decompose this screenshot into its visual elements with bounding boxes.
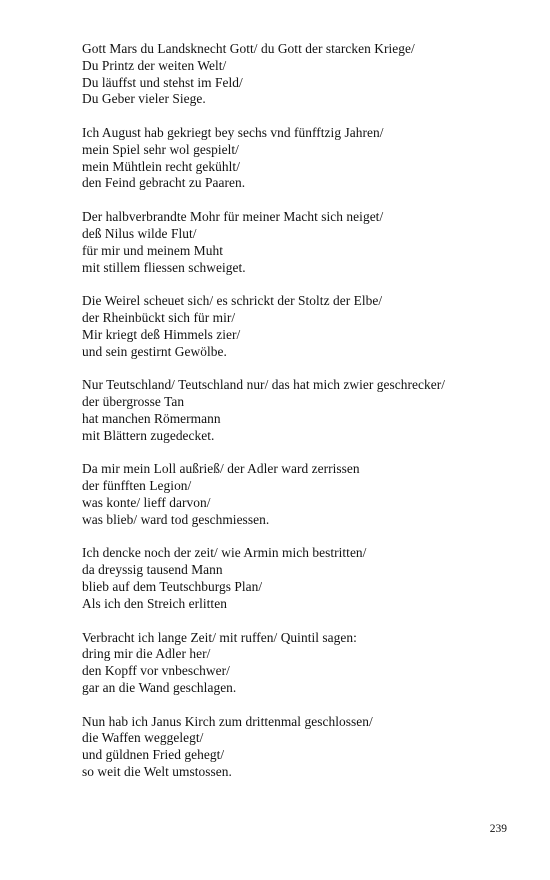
- poem-line: Gott Mars du Landsknecht Gott/ du Gott der starcken Kriege/: [82, 41, 415, 56]
- poem-line: die Waffen weggelegt/: [82, 730, 204, 746]
- poem-line: Der halbverbrandte Mohr für meiner Macht sich neiget/: [82, 209, 384, 225]
- poem-line: Nur Teutschland/ Teutschland nur/ das hat mich zwier geschrecker/: [82, 377, 446, 393]
- poem-line: mein Spiel sehr wol gespielt/: [82, 141, 239, 157]
- poem-line: mit Blättern zugedecket.: [82, 427, 215, 443]
- poem-line: der Rheinbückt sich für mir/: [82, 310, 236, 326]
- poem-line: Du Printz der weiten Welt/: [82, 57, 227, 73]
- poem-line: und sein gestirnt Gewölbe.: [82, 343, 227, 359]
- poem-line: den Kopff vor vnbeschwer/: [82, 663, 230, 679]
- poem-line: mit stillem fliessen schweiget.: [82, 259, 246, 275]
- poem-body: [82, 41, 522, 798]
- page-number: 239: [489, 823, 507, 835]
- stanza-2: [82, 125, 522, 192]
- poem-line: Verbracht ich lange Zeit/ mit ruffen/ Quintil sagen:: [82, 629, 357, 645]
- poem-line: deß Nilus wilde Flut/: [82, 225, 197, 241]
- poem-line: Nun hab ich Janus Kirch zum drittenmal geschlossen/: [82, 713, 373, 729]
- stanza-4: [82, 293, 522, 360]
- poem-line: der übergrosse Tan: [82, 394, 185, 410]
- stanza-9: [82, 714, 522, 781]
- poem-line: Du Geber vieler Siege.: [82, 91, 206, 107]
- poem-line: Du läuffst und stehst im Feld/: [82, 74, 243, 90]
- poem-line: und güldnen Fried gehegt/: [82, 747, 225, 763]
- poem-line: was blieb/ ward tod geschmiessen.: [82, 511, 270, 527]
- poem-line: blieb auf dem Teutschburgs Plan/: [82, 579, 263, 595]
- stanza-8: [82, 630, 522, 697]
- poem-line: für mir und meinem Muht: [82, 242, 223, 258]
- poem-line: was konte/ lieff darvon/: [82, 494, 211, 510]
- poem-line: so weit die Welt umstossen.: [82, 764, 232, 780]
- poem-line: Als ich den Streich erlitten: [82, 595, 227, 611]
- poem-line: gar an die Wand geschlagen.: [82, 679, 237, 695]
- poem-line: da dreyssig tausend Mann: [82, 562, 223, 578]
- stanza-7: [82, 545, 522, 612]
- stanza-5: [82, 377, 522, 444]
- poem-line: der fünfften Legion/: [82, 478, 192, 494]
- poem-line: Ich August hab gekriegt bey sechs vnd fünfftzig Jahren/: [82, 125, 384, 141]
- poem-line: Die Weirel scheuet sich/ es schrickt der Stoltz der Elbe/: [82, 293, 383, 309]
- poem-line: mein Mühtlein recht gekühlt/: [82, 158, 240, 174]
- poem-line: hat manchen Römermann: [82, 410, 221, 426]
- poem-line: Mir kriegt deß Himmels zier/: [82, 326, 241, 342]
- stanza-1: [82, 41, 522, 108]
- stanza-6: [82, 461, 522, 528]
- stanza-3: [82, 209, 522, 276]
- poem-line: dring mir die Adler her/: [82, 646, 211, 662]
- poem-line: den Feind gebracht zu Paaren.: [82, 175, 246, 191]
- poem-line: Da mir mein Loll außrieß/ der Adler ward zerrissen: [82, 461, 360, 477]
- poem-line: Ich dencke noch der zeit/ wie Armin mich bestritten/: [82, 545, 367, 561]
